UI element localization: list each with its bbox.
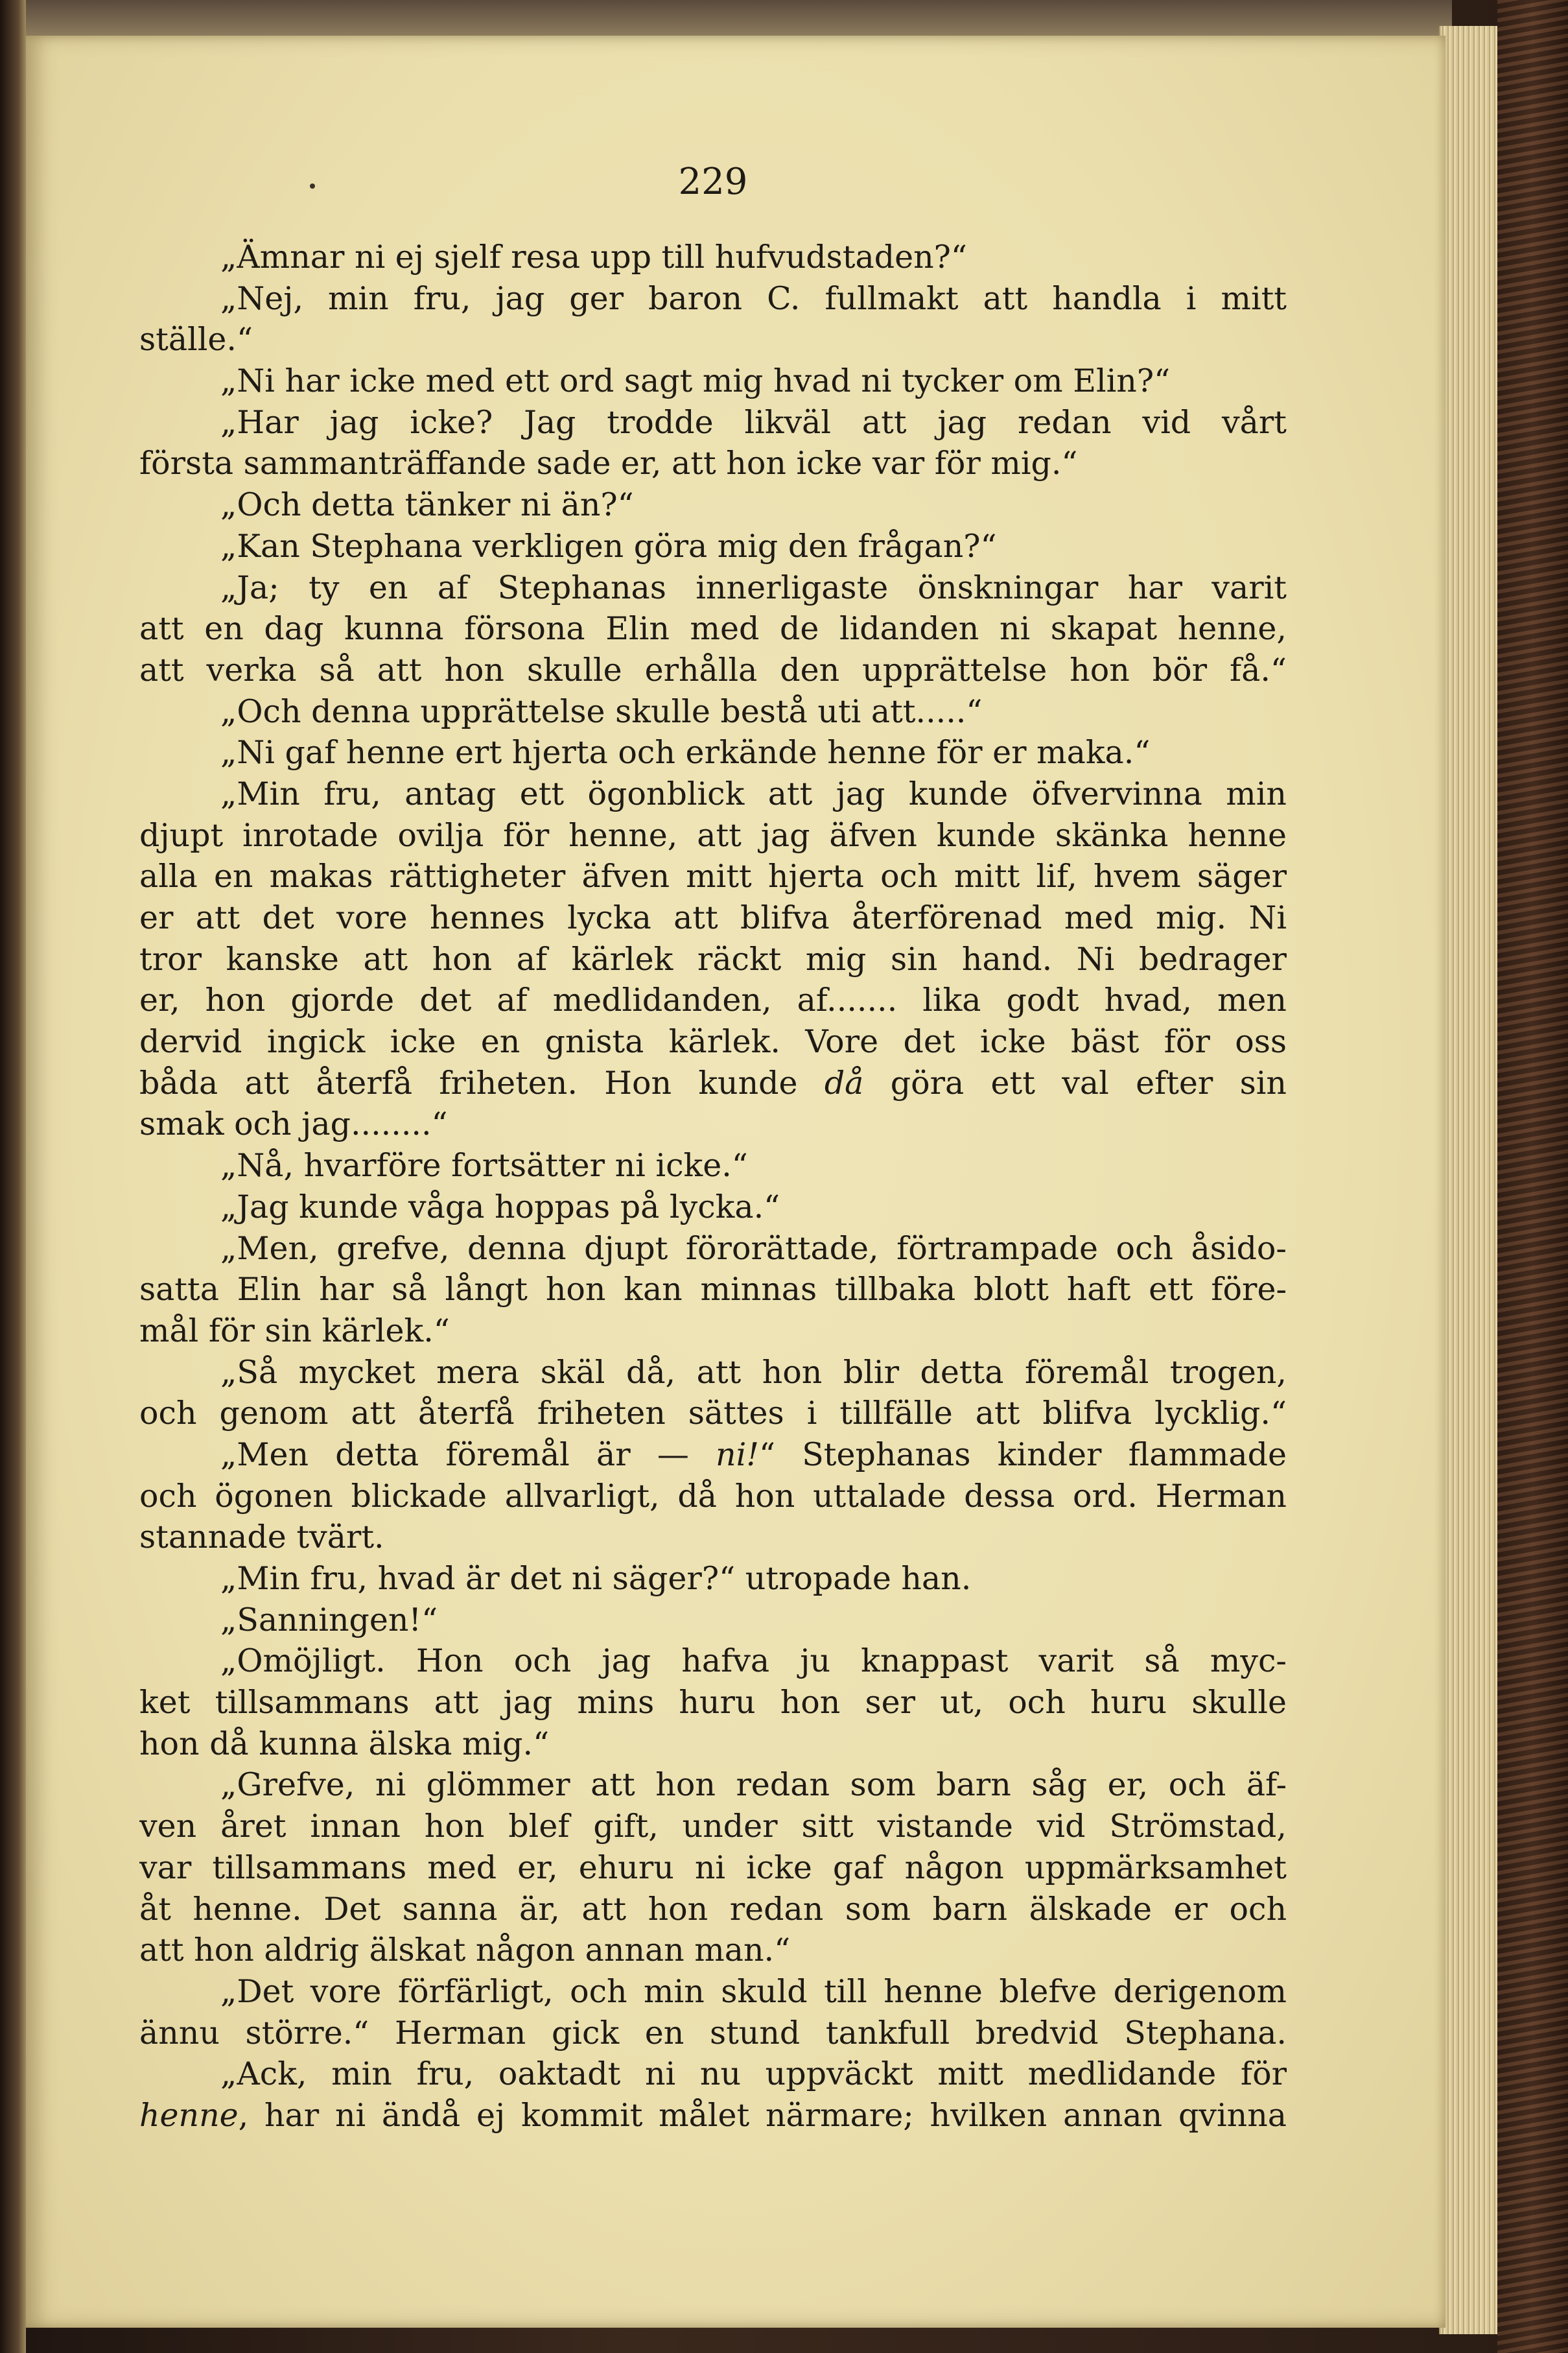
line-text: „Ja; ty en af Stephanas innerligaste önskningar har varit <box>220 569 1287 606</box>
top-edge <box>26 0 1452 36</box>
text-line <box>139 1476 1287 1517</box>
line-text: „Och denna upprättelse skulle bestå uti att.....“ <box>220 692 983 730</box>
line-text: „Det vore förfärligt, och min skuld till henne blefve derigenom <box>220 1972 1287 2010</box>
page-number: 229 <box>678 161 748 203</box>
line-text: båda att återfå friheten. Hon kunde <box>139 1064 825 1102</box>
line-text: „Nå, hvarföre fortsätter ni icke.“ <box>220 1147 748 1185</box>
text-line <box>139 567 1287 609</box>
line-text: djupt inrotade ovilja för henne, att jag äfven kunde skänka henne <box>139 816 1287 854</box>
line-text: „Ämnar ni ej sjelf resa upp till hufvudstaden?“ <box>220 239 967 276</box>
text-line <box>139 980 1287 1021</box>
line-text: alla en makas rättigheter äfven mitt hjerta och mitt lif, hvem säger <box>139 858 1287 895</box>
text-line <box>139 1600 1287 1641</box>
line-text: „Kan Stephana verkligen göra mig den frågan?“ <box>220 527 997 565</box>
line-text: „Omöjligt. Hon och jag hafva ju knappast varit så myc- <box>220 1642 1287 1680</box>
line-text: „Så mycket mera skäl då, att hon blir detta föremål trogen, <box>220 1353 1287 1391</box>
line-text: „Jag kunde våga hoppas på lycka.“ <box>220 1188 780 1225</box>
line-text: tror kanske att hon af kärlek räckt mig sin hand. Ni bedrager <box>139 940 1287 978</box>
line-text: ven året innan hon blef gift, under sitt vistande vid Strömstad, <box>139 1808 1287 1845</box>
line-text: att hon aldrig älskat någon annan man.“ <box>139 1932 791 1969</box>
text-line <box>139 1806 1287 1847</box>
text-line <box>139 1889 1287 1930</box>
text-line <box>139 939 1287 980</box>
text-line <box>139 1930 1287 1971</box>
text-line <box>139 319 1287 361</box>
text-line <box>139 856 1287 897</box>
text-line <box>139 1145 1287 1187</box>
text-line <box>139 815 1287 857</box>
text-line <box>139 1517 1287 1558</box>
text-line <box>139 1021 1287 1063</box>
line-text: er att det vore hennes lycka att blifva återförenad med mig. Ni <box>139 899 1287 936</box>
italic-text: då <box>824 1064 864 1102</box>
line-text: “ Stephanas kinder flammade <box>758 1436 1287 1473</box>
line-text: „Och detta tänker ni än?“ <box>220 486 634 524</box>
line-text: första sammanträffande sade er, att hon icke var för mig.“ <box>139 445 1078 482</box>
text-line <box>139 1434 1287 1476</box>
line-text: göra ett val efter sin <box>863 1064 1287 1102</box>
line-text: hon då kunna älska mig.“ <box>139 1725 550 1762</box>
line-text: satta Elin har så långt hon kan minnas tillbaka blott haft ett före- <box>139 1271 1287 1308</box>
text-line <box>139 1640 1287 1682</box>
line-text: mål för sin kärlek.“ <box>139 1312 450 1349</box>
text-line <box>139 1393 1287 1434</box>
text-line <box>139 1269 1287 1310</box>
text-line <box>139 608 1287 650</box>
leather-cover <box>1497 0 1568 2353</box>
text-line <box>139 774 1287 815</box>
line-text: „Min fru, hvad är det ni säger?“ utropade han. <box>220 1560 972 1597</box>
line-text: „Sanningen!“ <box>220 1601 438 1638</box>
text-line <box>139 443 1287 484</box>
line-text: smak och jag........“ <box>139 1106 448 1143</box>
line-text: att verka så att hon skulle erhålla den upprättelse hon bör få.“ <box>139 651 1287 689</box>
text-line <box>139 650 1287 691</box>
text-line <box>139 1063 1287 1104</box>
body-text <box>139 237 1287 2136</box>
line-text: att en dag kunna försona Elin med de lidanden ni skapat henne, <box>139 610 1287 648</box>
line-text: och ögonen blickade allvarligt, då hon uttalade dessa ord. Herman <box>139 1477 1287 1515</box>
text-line <box>139 1682 1287 1723</box>
margin-mark <box>310 183 315 189</box>
text-line <box>139 237 1287 278</box>
line-text: „Ni har icke med ett ord sagt mig hvad ni tycker om Elin?“ <box>220 362 1171 400</box>
text-line <box>139 1310 1287 1352</box>
text-line <box>139 1847 1287 1889</box>
line-text: stannade tvärt. <box>139 1519 384 1556</box>
line-text: och genom att återfå friheten sättes i tillfälle att blifva lycklig.“ <box>139 1395 1287 1432</box>
text-line <box>139 1352 1287 1393</box>
line-text: åt henne. Det sanna är, att hon redan som barn älskade er och <box>139 1890 1287 1928</box>
binding-gutter <box>0 0 26 2353</box>
italic-text: ni! <box>716 1436 759 1473</box>
text-line <box>139 1187 1287 1228</box>
line-text: , har ni ändå ej kommit målet närmare; hvilken annan qvinna <box>238 2096 1287 2134</box>
text-line <box>139 1971 1287 2013</box>
line-text: „Men detta föremål är — <box>220 1436 716 1473</box>
text-line <box>139 2013 1287 2054</box>
line-text: dervid ingick icke en gnista kärlek. Vore det icke bäst för oss <box>139 1023 1287 1061</box>
text-line <box>139 1104 1287 1145</box>
text-line <box>139 1723 1287 1765</box>
text-line <box>139 484 1287 526</box>
text-line <box>139 526 1287 567</box>
text-line <box>139 1558 1287 1600</box>
text-line <box>139 1764 1287 1806</box>
text-line <box>139 278 1287 320</box>
text-line <box>139 1228 1287 1270</box>
line-text: „Grefve, ni glömmer att hon redan som barn såg er, och äf- <box>220 1766 1287 1804</box>
text-line <box>139 691 1287 733</box>
line-text: „Ack, min fru, oaktadt ni nu uppväckt mitt medlidande för <box>220 2055 1287 2093</box>
line-text: „Men, grefve, denna djupt förorättade, förtrampade och åsido- <box>220 1229 1287 1267</box>
line-text: er, hon gjorde det af medlidanden, af....... lika godt hvad, men <box>139 982 1287 1019</box>
italic-text: henne <box>139 2096 239 2134</box>
line-text: ännu större.“ Herman gick en stund tankfull bredvid Stephana. <box>139 2014 1287 2051</box>
text-line <box>139 2095 1287 2136</box>
text-line <box>139 402 1287 443</box>
line-text: „Nej, min fru, jag ger baron C. fullmakt att handla i mitt <box>220 279 1287 317</box>
page-edges <box>1439 26 1505 2334</box>
text-line <box>139 2053 1287 2095</box>
line-text: „Har jag icke? Jag trodde likväl att jag redan vid vårt <box>220 403 1287 441</box>
line-text: „Ni gaf henne ert hjerta och erkände henne för er maka.“ <box>220 734 1151 772</box>
text-line <box>139 361 1287 402</box>
line-text: var tillsammans med er, ehuru ni icke gaf någon uppmärksamhet <box>139 1849 1287 1886</box>
line-text: ket tillsammans att jag mins huru hon ser ut, och huru skulle <box>139 1684 1287 1721</box>
line-text: ställe.“ <box>139 321 253 359</box>
line-text: „Min fru, antag ett ögonblick att jag kunde öfvervinna min <box>220 775 1287 812</box>
text-line <box>139 897 1287 939</box>
text-line <box>139 732 1287 774</box>
